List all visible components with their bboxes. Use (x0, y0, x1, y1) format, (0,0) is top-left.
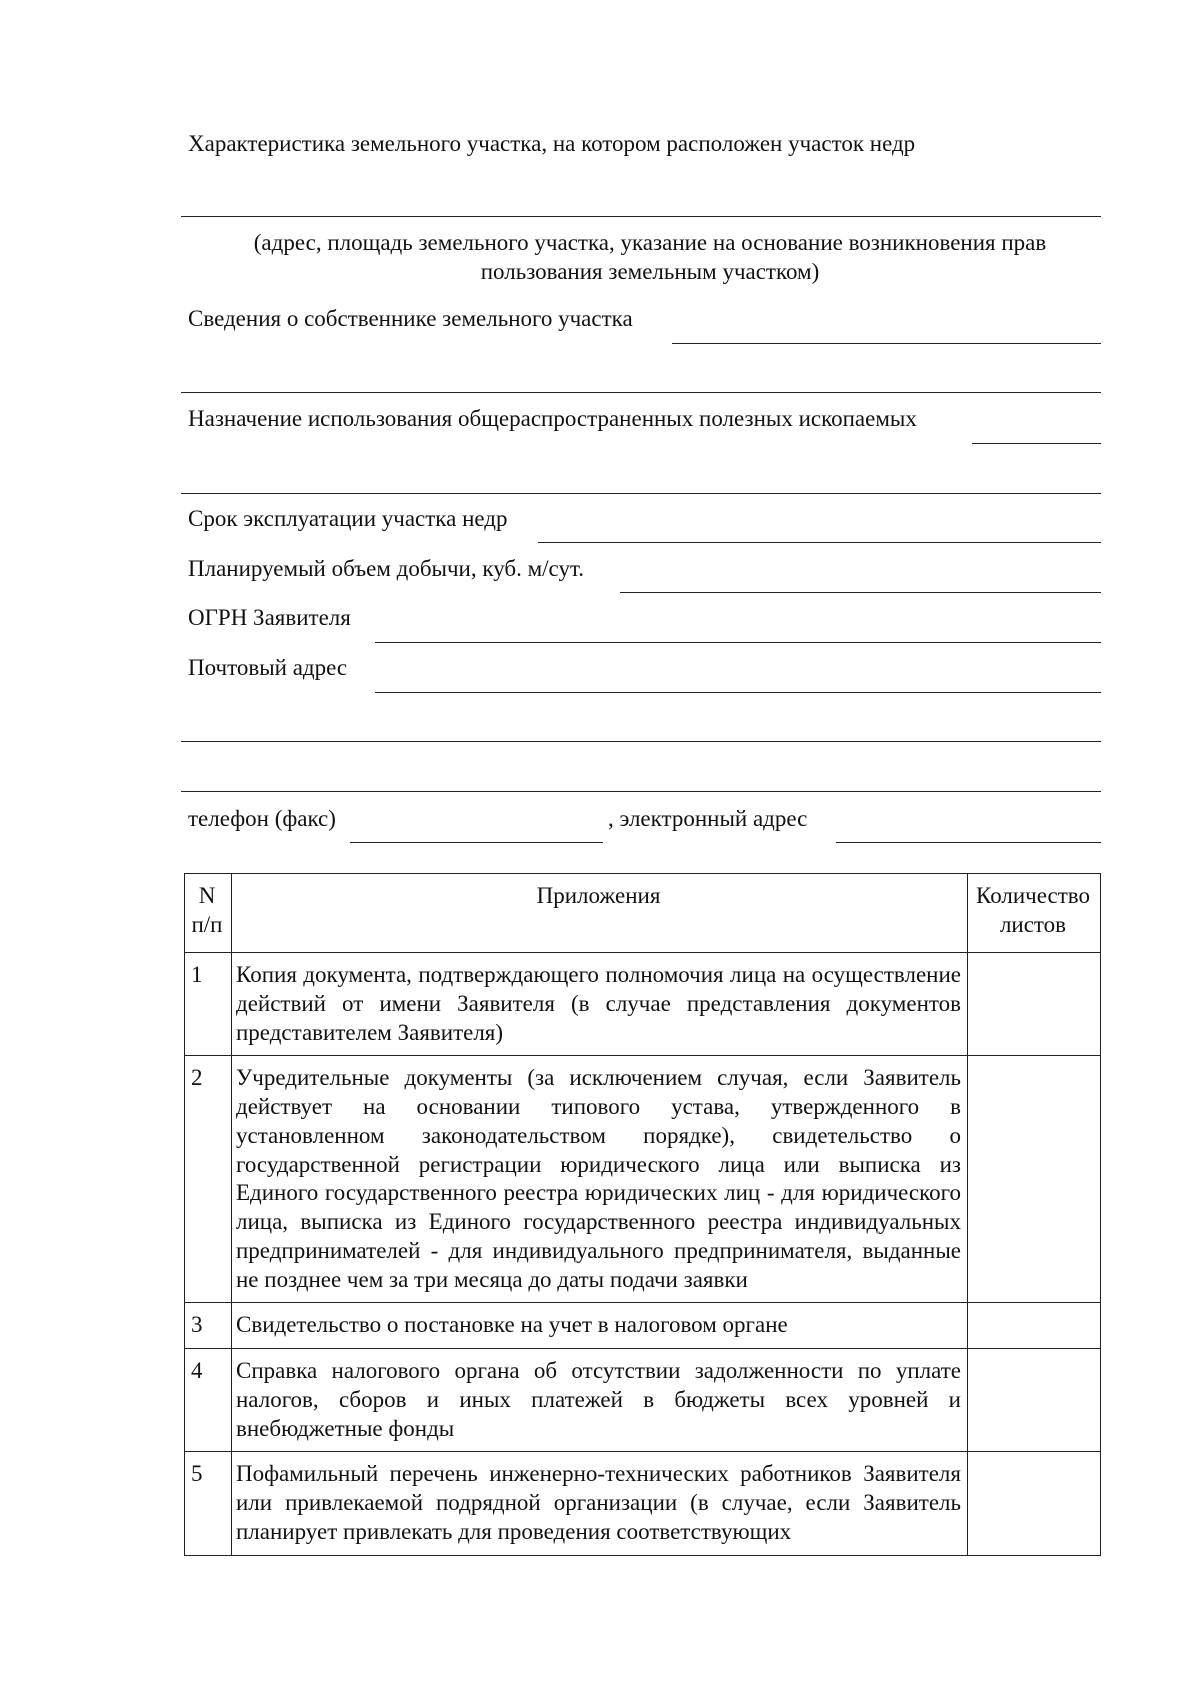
land-owner-field-line2[interactable] (181, 392, 1101, 393)
header-sheets: Количество листов (968, 874, 1101, 953)
table-row (185, 1349, 1101, 1452)
row-text: Справка налогового органа об отсутствии задолженности по уплате налогов, сборов и иных платежей в бюджеты всех уровней и внебюджетные фонды (232, 1349, 968, 1452)
purpose-field-line2[interactable] (181, 493, 1101, 494)
email-label: , электронный адрес (608, 806, 808, 831)
header-num: N п/п (185, 874, 232, 953)
attachments-table (184, 873, 1101, 1556)
row-sheets[interactable] (968, 1452, 1101, 1555)
purpose-field[interactable] (972, 443, 1101, 444)
purpose-label: Назначение использования общераспространенных полезных ископаемых (188, 406, 917, 431)
row-num: 1 (185, 953, 232, 1056)
operation-term-label: Срок эксплуатации участка недр (188, 506, 508, 531)
planned-volume-label: Планируемый объем добычи, куб. м/сут. (188, 556, 585, 581)
postal-address-label: Почтовый адрес (188, 655, 348, 680)
table-row (185, 953, 1101, 1056)
table-row (185, 1452, 1101, 1555)
table-row (185, 1056, 1101, 1303)
postal-address-field-line2[interactable] (181, 741, 1101, 742)
row-num: 4 (185, 1349, 232, 1452)
planned-volume-field[interactable] (620, 592, 1101, 593)
land-characteristics-hint: (адрес, площадь земельного участка, указание на основание возникновения прав пользования земельным участком) (253, 230, 1047, 284)
header-attachments: Приложения (232, 874, 968, 953)
land-owner-label: Сведения о собственнике земельного участка (188, 306, 633, 331)
land-characteristics-label: Характеристика земельного участка, на котором расположен участок недр (188, 131, 916, 156)
row-text: Пофамильный перечень инженерно-технических работников Заявителя или привлекаемой подрядной организации (в случае, если Заявитель планирует привлекать для проведения соответствующих (232, 1452, 968, 1555)
row-num: 3 (185, 1303, 232, 1349)
row-num: 2 (185, 1056, 232, 1303)
row-sheets[interactable] (968, 953, 1101, 1056)
row-text: Копия документа, подтверждающего полномочия лица на осуществление действий от имени Заявителя (в случае представления документов представителем Заявителя) (232, 953, 968, 1056)
postal-address-field-line3[interactable] (181, 791, 1101, 792)
row-sheets[interactable] (968, 1056, 1101, 1303)
phone-field[interactable] (350, 842, 603, 843)
email-field[interactable] (836, 842, 1101, 843)
table-header-row (185, 874, 1101, 953)
row-sheets[interactable] (968, 1303, 1101, 1349)
row-sheets[interactable] (968, 1349, 1101, 1452)
table-row (185, 1303, 1101, 1349)
land-characteristics-field[interactable] (181, 216, 1101, 217)
ogrn-field[interactable] (375, 642, 1101, 643)
land-owner-field[interactable] (672, 343, 1101, 344)
phone-label: телефон (факс) (188, 806, 336, 831)
postal-address-field[interactable] (375, 692, 1101, 693)
row-num: 5 (185, 1452, 232, 1555)
ogrn-label: ОГРН Заявителя (188, 605, 351, 630)
row-text: Свидетельство о постановке на учет в налоговом органе (232, 1303, 968, 1349)
row-text: Учредительные документы (за исключением случая, если Заявитель действует на основании типового устава, утвержденного в установленном законодательством порядке), свидетельство о государственной регистрации юридического лица или выписка из Единого государственного реестра юридических лиц - для юридического лица, выписка из Единого государственного реестра индивидуальных предпринимателей - для индивидуального предпринимателя, выданные не позднее чем за три месяца до даты подачи заявки (232, 1056, 968, 1303)
operation-term-field[interactable] (538, 542, 1101, 543)
